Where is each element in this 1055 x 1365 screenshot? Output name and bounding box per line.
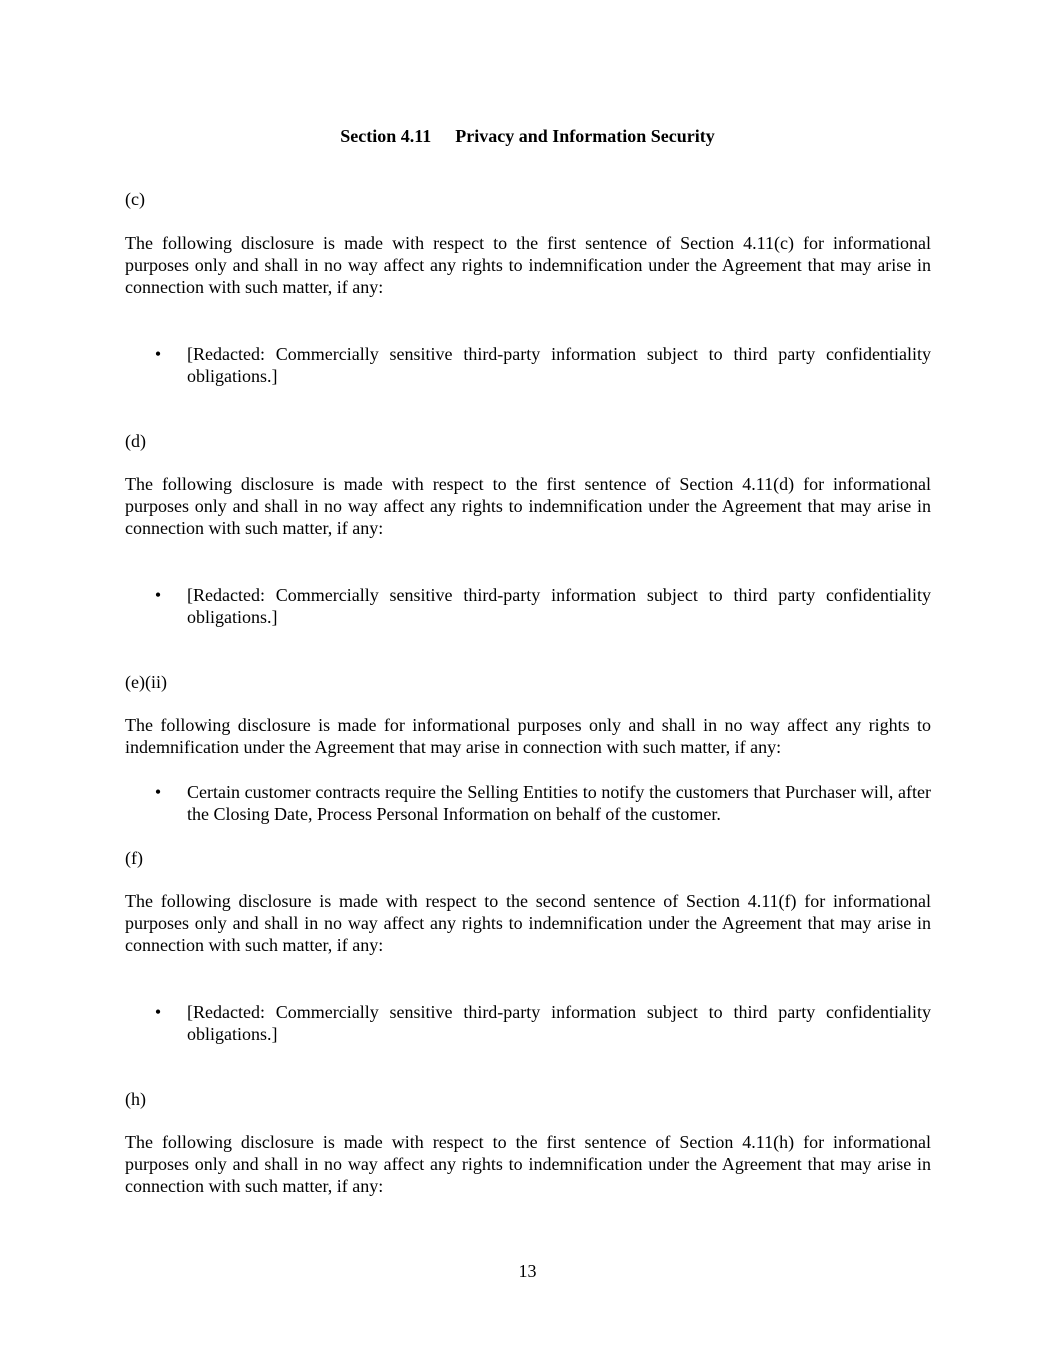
bullet-icon: • (154, 585, 162, 605)
bullet-text-c: [Redacted: Commercially sensitive third-party information subject to third party confidentiality obligations.] (187, 344, 931, 386)
section-number: Section 4.11 (340, 126, 432, 146)
bullet-icon: • (154, 1002, 162, 1022)
subsection-label-h: (h) (125, 1089, 146, 1109)
subsection-label-c: (c) (125, 189, 145, 209)
disclosure-paragraph-e-ii: The following disclosure is made for informational purposes only and shall in no way affect any rights to indemnification under the Agreement that may arise in connection with such matter, if any: (125, 715, 931, 757)
bullet-icon: • (154, 782, 162, 802)
section-heading (0, 125, 1055, 147)
disclosure-paragraph-c: The following disclosure is made with respect to the first sentence of Section 4.11(c) for informational purposes only and shall in no way affect any rights to indemnification under the Agreement that may arise in connection with such matter, if any: (125, 233, 931, 297)
subsection-label-d: (d) (125, 431, 146, 451)
disclosure-paragraph-h: The following disclosure is made with respect to the first sentence of Section 4.11(h) for informational purposes only and shall in no way affect any rights to indemnification under the Agreement that may arise in connection with such matter, if any: (125, 1132, 931, 1196)
bullet-text-d: [Redacted: Commercially sensitive third-party information subject to third party confidentiality obligations.] (187, 585, 931, 627)
section-title: Privacy and Information Security (455, 126, 715, 146)
disclosure-paragraph-d: The following disclosure is made with respect to the first sentence of Section 4.11(d) for informational purposes only and shall in no way affect any rights to indemnification under the Agreement that may arise in connection with such matter, if any: (125, 474, 931, 538)
subsection-label-e-ii: (e)(ii) (125, 672, 167, 692)
bullet-icon: • (154, 344, 162, 364)
page-number: 13 (518, 1261, 537, 1281)
disclosure-paragraph-f: The following disclosure is made with respect to the second sentence of Section 4.11(f) for informational purposes only and shall in no way affect any rights to indemnification under the Agreement that may arise in connection with such matter, if any: (125, 891, 931, 955)
subsection-label-f: (f) (125, 848, 143, 868)
bullet-text-e-ii: Certain customer contracts require the Selling Entities to notify the customers that Purchaser will, after the Closing Date, Process Personal Information on behalf of the customer. (187, 782, 931, 824)
bullet-text-f: [Redacted: Commercially sensitive third-party information subject to third party confidentiality obligations.] (187, 1002, 931, 1044)
